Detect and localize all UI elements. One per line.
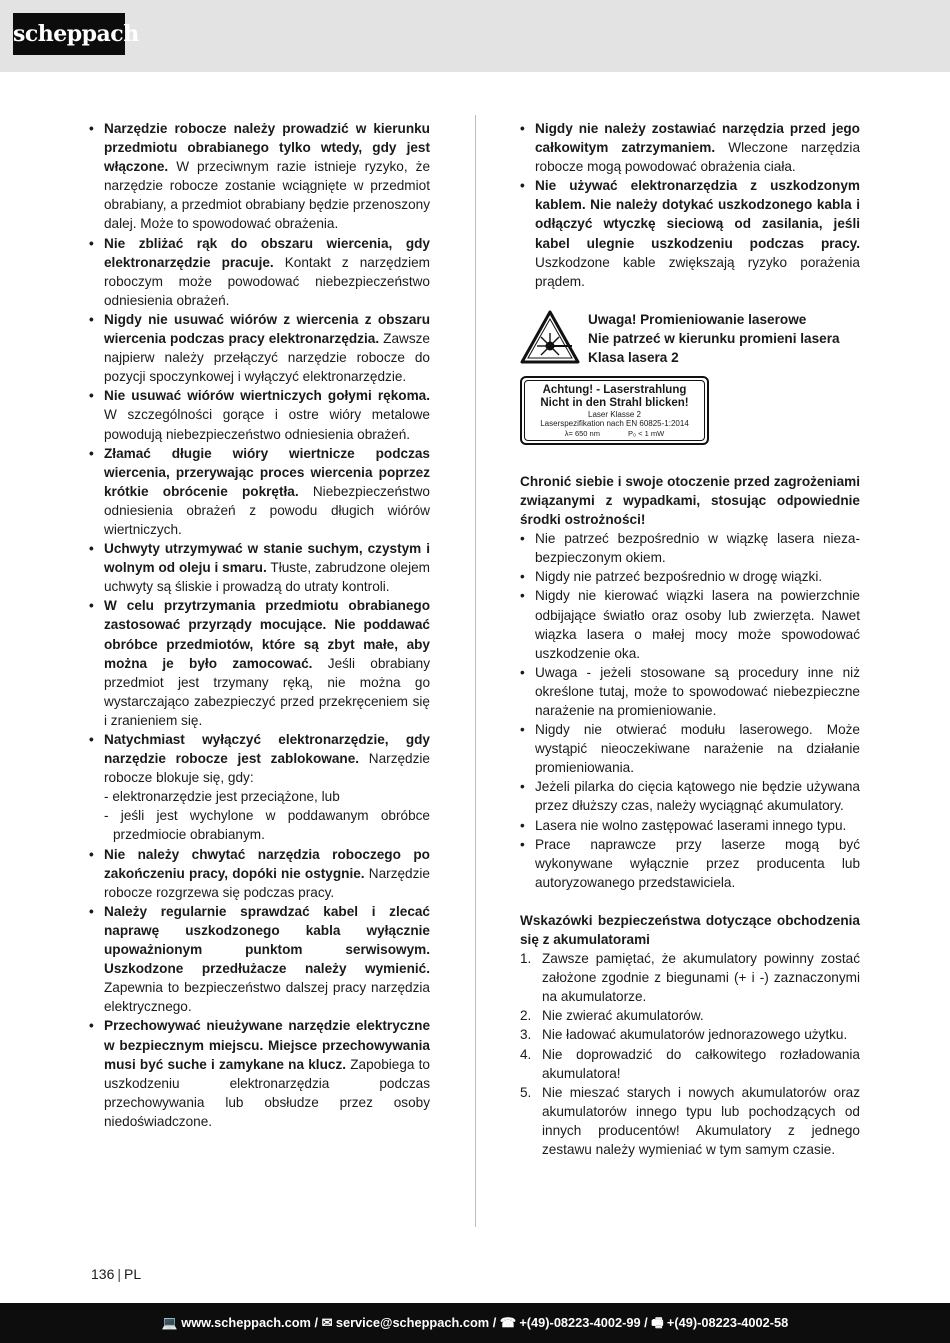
left-column xyxy=(89,119,430,1131)
list-item: • Nie usuwać wiórów wiertniczych gołymi rękoma. W szczególności gorące i ostre wióry metalowe powodują niebezpieczeństwo odniesienia obrażeń. xyxy=(89,388,430,442)
list-item: • Natychmiast wyłączyć elektronarzędzie, gdy narzędzie robocze jest zablokowane. Narzędzie robocze blokuje się, gdy: xyxy=(89,732,430,786)
list-item: • Nigdy nie patrzeć bezpośrednio w drogę wiązki. xyxy=(520,569,823,585)
list-item: • Nigdy nie kierować wiązki lasera na powierzchnie odbijające światło oraz osoby lub zwierzęta. Nawet wiązka lasera o małej mocy może spowodować uszkodzenie oka. xyxy=(520,588,860,661)
laser-wavelength: λ= 650 nm xyxy=(564,428,600,438)
list-item: • Nigdy nie otwierać modułu laserowego. Może wystąpić nieoczekiwane narażenie na działanie promieniowania. xyxy=(520,722,860,776)
list-item: • Lasera nie wolno zastępować laserami innego typu. xyxy=(520,817,847,833)
list-item: • Jeżeli pilarka do cięcia kątowego nie będzie używana przez dłuższy czas, należy wyciągnąć akumulatory. xyxy=(520,779,860,814)
laser-warning-block xyxy=(520,310,860,370)
numbered-item: 1. Zawsze pamiętać, że akumulatory powinny zostać założone zgodnie z biegunami (+ i -) zaznaczonymi na akumulatorze. xyxy=(520,951,860,1005)
list-item: • Należy regularnie sprawdzać kabel i zlecać naprawę uszkodzonego kabla wyłącznie upoważnionym punktom serwisowym. Uszkodzone przedłużacze należy wymienić. Zapewnia to bezpieczeństwo dalszej pracy narzędzia elektrycznego. xyxy=(89,903,430,1015)
list-item: • Uchwyty utrzymywać w stanie suchym, czystym i wolnym od oleju i smaru. Tłuste, zabrudzone olejem uchwyty są śliskie i prowadzą do utraty kontroli. xyxy=(89,541,430,595)
laser-class-label xyxy=(520,376,709,445)
sub-list-item: - elektronarzędzie jest przeciążone, lub xyxy=(104,789,340,805)
list-item: • W celu przytrzymania przedmiotu obrabianego zastosować przyrządy mocujące. Nie poddawać obróbce przedmiotów, które są zbyt małe, aby można je było zamocować. Jeśli obrabiany przedmiot jest trzymany ręką, nie można go wystarczająco zabezpieczyć przed przekręceniem się i zranieniem się. xyxy=(89,598,431,728)
list-item: • Nie zbliżać rąk do obszaru wiercenia, gdy elektronarzędzie pracuje. Kontakt z narzędziem roboczym może powodować niebezpieczeństwo odniesienia obrażeń. xyxy=(89,235,430,308)
scheppach-logo: scheppach xyxy=(13,13,125,55)
section-heading: Chronić siebie i swoje otoczenie przed zagrożeniami związanymi z wypadkami, stosując odpowiednie środki ostrożności! xyxy=(520,473,860,528)
list-item: • Nie należy chwytać narzędzia roboczego po zakończeniu pracy, dopóki nie ostygnie. Narzędzie robocze rozgrzewa się podczas pracy. xyxy=(89,846,430,900)
list-item: • Nigdy nie należy zostawiać narzędzia przed jego całkowitym zatrzymaniem. Wleczone narzędzia robocze mogą powodować obrażenia ciała. xyxy=(520,121,860,175)
list-item: • Nigdy nie usuwać wiórów z wiercenia z obszaru wiercenia podczas pracy elektronarzędzia. Zawsze najpierw należy przełączyć narzędzie robocze do pozycji spoczynkowej i wyłączyć elektronarzędzie. xyxy=(89,311,430,385)
footer-contact-text: 💻 www.scheppach.com / ✉ service@scheppach.com / ☎ +(49)-08223-4002-99 / 🖷 +(49)-08223-4002-58 xyxy=(161,1315,789,1330)
numbered-item: 3. Nie ładować akumulatorów jednorazowego użytku. xyxy=(520,1027,848,1043)
laser-label-line: Nicht in den Strahl blicken! xyxy=(540,396,689,409)
column-divider xyxy=(475,115,476,1227)
numbered-item: 2. Nie zwierać akumulatorów. xyxy=(520,1008,704,1024)
numbered-item: 4. Nie doprowadzić do całkowitego rozładowania akumulatora! xyxy=(520,1046,860,1081)
page-footer xyxy=(0,1303,950,1343)
list-item: • Uwaga - jeżeli stosowane są procedury inne niż określone tutaj, może to spowodować niebezpieczne narażenie na promieniowanie. xyxy=(520,664,860,718)
page-header xyxy=(0,0,950,72)
sub-list-item: - jeśli jest wychylone w poddawanym obróbce przedmiocie obrabianym. xyxy=(104,808,430,843)
laser-label-line: Laserspezifikation nach EN 60825-1:2014 xyxy=(540,419,689,429)
list-item: • Przechowywać nieużywane narzędzie elektryczne w bezpiecznym miejscu. Miejsce przechowywania musi być suche i zamykane na klucz. Zapobiega to uszkodzeniu elektronarzędzia podczas przechowywania lub obsłudze przez osoby niedoświadczone. xyxy=(89,1018,430,1129)
list-item: • Nie patrzeć bezpośrednio w wiązkę lasera nieza-bezpieczonym okiem. xyxy=(520,531,860,566)
laser-label-line: Achtung! - Laserstrahlung xyxy=(542,383,687,396)
laser-warning-text: Uwaga! Promieniowanie laserowe Nie patrzeć w kierunku promieni lasera Klasa lasera 2 xyxy=(588,311,840,365)
laser-warning-icon xyxy=(520,310,580,364)
list-item: • Nie używać elektronarzędzia z uszkodzonym kablem. Nie należy dotykać uszkodzonego kabla i odłączyć wtyczkę sieciową od zasilania, jeśli kabel ulegnie uszkodzeniu podczas pracy. Uszkodzone kable zwiększają ryzyko porażenia prądem. xyxy=(520,178,860,289)
list-item: • Narzędzie robocze należy prowadzić w kierunku przedmiotu obrabianego tylko wtedy, gdy jest włączone. W przeciwnym razie istnieje ryzyko, że narzędzie robocze zostanie wciągnięte w przedmiot obrabiany, a przedmiot obrabiany będzie przenoszony dalej. Może to spowodować obrażenia. xyxy=(89,121,430,232)
page-number: 136 | PL xyxy=(91,1266,142,1282)
numbered-item: 5. Nie mieszać starych i nowych akumulatorów oraz akumulatorów innego typu lub pochodzących od innych producentów! Akumulatory z jednego zestawu należy wymieniać w tym samym czasie. xyxy=(520,1084,860,1158)
laser-label-line: Laser Klasse 2 xyxy=(588,409,641,419)
list-item: • Prace naprawcze przy laserze mogą być wykonywane wyłącznie przez producenta lub autoryzowanego przedstawiciela. xyxy=(520,836,860,890)
section-heading: Wskazówki bezpieczeństwa dotyczące obchodzenia się z akumulatorami xyxy=(520,912,860,947)
right-column xyxy=(520,119,860,1159)
list-item: • Złamać długie wióry wiertnicze podczas wiercenia, przerywając proces wiercenia poprzez krótkie obrócenie pokrętła. Niebezpieczeństwo odniesienia obrażeń z powodu długich wiórów wiertniczych. xyxy=(89,445,430,537)
laser-power: P₀ < 1 mW xyxy=(627,428,665,438)
